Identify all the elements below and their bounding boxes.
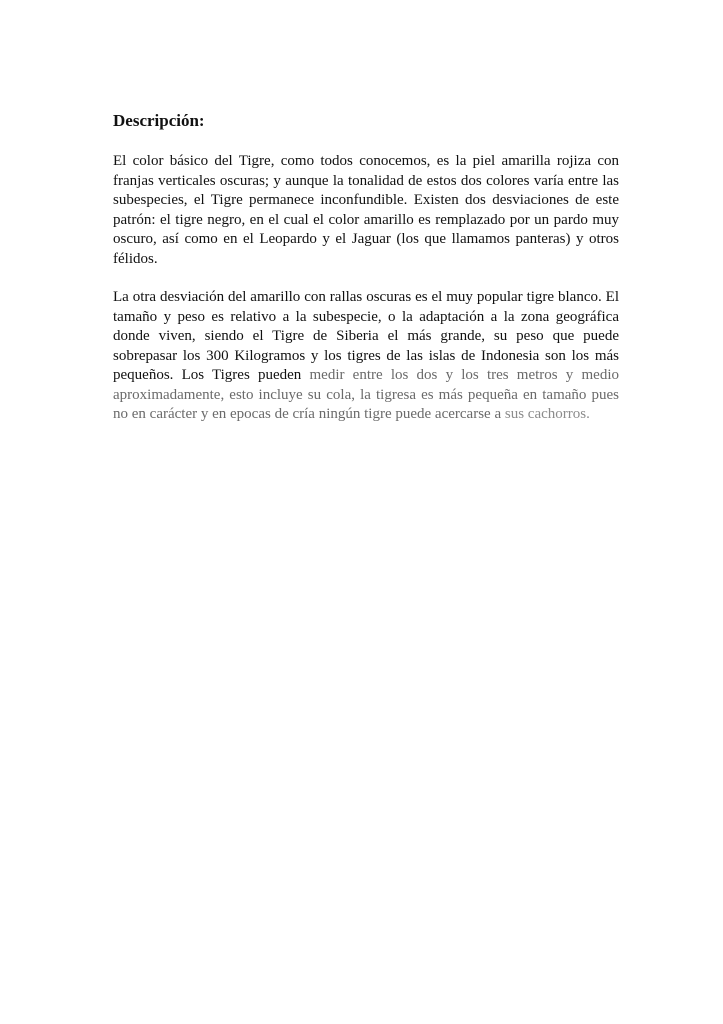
paragraph-faded-text: medir entre los dos y los tres metros y medio aproximadamente, esto incluye su cola, la tigresa es más pequeña en tamaño pues no en carácter y en epocas de cría ningún tigre puede acercarse a: [113, 367, 619, 422]
document-content: [113, 110, 619, 444]
paragraph-faded-end-text: sus cachorros.: [504, 406, 590, 422]
paragraph-text: La otra desviación del amarillo con rallas oscuras es el muy popular tigre blanco. El tamaño y peso es relativo a la subespecie, o la adaptación a la zona geográfica donde viven, siendo el Tigre de Siberia el más grande, su peso que puede sobrepasar los 300 Kilogramos y los tigres de las islas de Indonesia son los más pequeños. Los Tigres pueden: [113, 289, 619, 383]
section-heading: Descripción:: [113, 111, 205, 130]
paragraph-color-description: El color básico del Tigre, como todos conocemos, es la piel amarilla rojiza con franjas verticales oscuras; y aunque la tonalidad de estos dos colores varía entre las subespecies, el Tigre permanece inconfundible. Existen dos desviaciones de este patrón: el tigre negro, en el cual el color amarillo es remplazado por un pardo muy oscuro, así como en el Leopardo y el Jaguar (los que llamamos panteras) y otros félidos.: [113, 153, 619, 267]
paragraph-size-description: [113, 288, 619, 425]
